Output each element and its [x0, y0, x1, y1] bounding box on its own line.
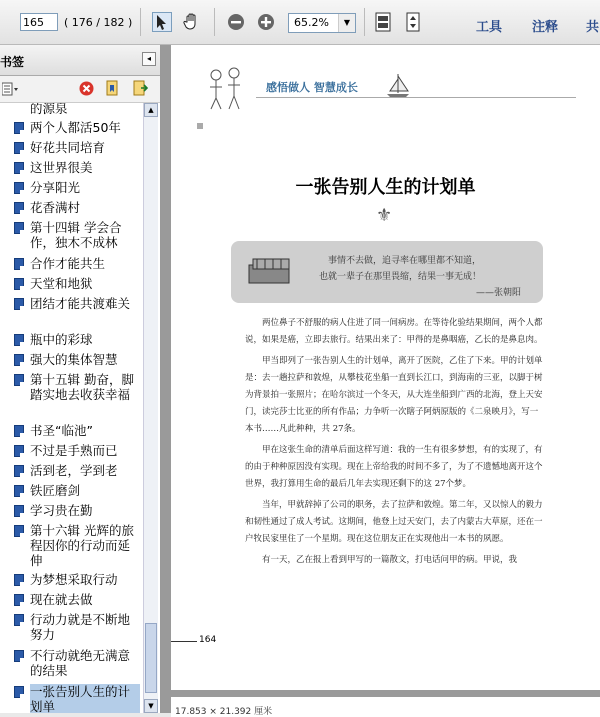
scroll-mode-icon[interactable] [404, 12, 424, 32]
toolbar-separator [364, 8, 365, 36]
bookmark-label: 一张告别人生的计划单 [30, 684, 140, 713]
bookmark-icon [14, 425, 24, 437]
bookmark-label: 的源泉 [30, 103, 68, 116]
fleur-icon: ⚜ [376, 205, 393, 226]
quote-line-2: 也就一辈子在那里畏缩，结果一事无成！ [319, 272, 482, 282]
scroll-thumb[interactable] [145, 623, 157, 693]
header-rule [256, 97, 576, 98]
bookmarks-toolbar [0, 76, 160, 103]
bookmark-icon [14, 334, 24, 346]
bookmark-label: 第十五辑 勤奋，脚踏实地去收获幸福 [30, 372, 134, 402]
document-view[interactable] [161, 45, 600, 713]
bookmark-label: 团结才能共渡难关 [30, 296, 131, 311]
bookmark-label: 不行动就绝无满意的结果 [30, 648, 131, 678]
bookmark-label: 好花共同培育 [30, 140, 106, 155]
pdf-page [171, 45, 600, 690]
toolbar-separator [214, 8, 215, 36]
paragraph: 当年，甲就辞掉了公司的职务，去了拉萨和敦煌。第二年，又以惊人的毅力和韧性通过了成人考试。这期间，他登上过天安门，去了内蒙古大草原，还在一户牧民家里住了一个星期。现在这位朋友正在实现他出一本书的夙愿。 [245, 500, 543, 544]
page-count: ( 176 / 182 ) [64, 16, 133, 29]
bookmark-label: 不过是手熟而已 [30, 443, 118, 458]
bookmark-icon [14, 142, 24, 154]
options-menu-icon[interactable] [2, 82, 20, 96]
bookmark-label: 合作才能共生 [30, 256, 106, 271]
bookmark-icon [14, 258, 24, 270]
bookmark-label: 活到老，学到老 [30, 463, 118, 478]
bookmark-icon [14, 222, 24, 234]
bookmark-icon [14, 354, 24, 366]
select-tool-icon[interactable] [152, 12, 172, 32]
bookmark-label: 铁匠磨剑 [30, 483, 81, 498]
bookmark-label: 花香满村 [30, 200, 81, 215]
bookmark-label: 现在就去做 [30, 592, 93, 607]
bookmark-label: 两个人都活50年 [30, 120, 121, 135]
tools-menu[interactable]: 工具 [476, 20, 503, 35]
bookmark-label: 分享阳光 [30, 180, 81, 195]
delete-bookmark-icon[interactable] [79, 81, 94, 96]
page-number: 164 [199, 635, 217, 645]
bookmark-icon [14, 162, 24, 174]
paragraph: 两位鼻子不舒服的病人住进了同一间病房。在等待化验结果期间，两个人都说，如果是癌，立即去旅行。结果出来了：甲得的是鼻咽癌，乙长的是鼻息肉。 [245, 318, 543, 345]
bookmark-label: 这世界很美 [30, 160, 93, 175]
bookmark-icon [14, 278, 24, 290]
bookmark-icon [14, 485, 24, 497]
scroll-up-icon[interactable]: ▲ [144, 103, 158, 117]
bookmark-icon [14, 594, 24, 606]
hand-tool-icon[interactable] [182, 12, 202, 32]
bookmark-icon [14, 686, 24, 698]
quote-author: ——张朝阳 [476, 288, 522, 298]
toolbar-separator [140, 8, 141, 36]
body-text [245, 315, 545, 573]
new-bookmark-icon[interactable] [104, 80, 120, 97]
bookmark-icon [14, 525, 24, 537]
bookmark-icon [14, 182, 24, 194]
books-illustration [245, 251, 295, 291]
bookmark-label: 第十四辑 学会合作，独木不成林 [30, 220, 122, 250]
bookmark-icon [14, 445, 24, 457]
bookmark-icon [14, 374, 24, 386]
bookmark-icon [14, 574, 24, 586]
bookmark-icon [14, 614, 24, 626]
bookmark-scrollbar[interactable] [143, 103, 158, 713]
fit-page-icon[interactable] [374, 12, 394, 32]
bookmarks-title: 书签 [0, 55, 25, 69]
quote-box [231, 241, 543, 303]
bookmark-label: 天堂和地狱 [30, 276, 93, 291]
bookmark-label: 瓶中的彩球 [30, 332, 93, 347]
zoom-in-icon[interactable] [256, 12, 276, 32]
bookmark-icon [14, 122, 24, 134]
bookmarks-header [0, 45, 160, 76]
bookmark-icon [14, 505, 24, 517]
chevron-down-icon[interactable]: ▼ [338, 14, 355, 32]
zoom-out-icon[interactable] [226, 12, 246, 32]
zoom-value: 65.2% [294, 16, 329, 29]
bookmark-label: 行动力就是不断地努力 [30, 612, 131, 642]
page-header: 感悟做人 智慧成长 [266, 81, 358, 94]
main-toolbar [0, 0, 600, 45]
bookmark-label: 第十六辑 光辉的旅程因你的行动而延伸 [30, 523, 134, 568]
scroll-down-icon[interactable]: ▼ [144, 699, 158, 713]
page-number-rule [171, 641, 197, 642]
expand-bookmark-icon[interactable] [132, 80, 148, 97]
paragraph: 甲在这张生命的清单后面这样写道：我的一生有很多梦想，有的实现了，有的由于种种原因没有实现。现在上帝给我的时间不多了，为了不遗憾地离开这个世界，我打算用生命的最后几年去实现还剩下的这 27个梦。 [245, 445, 543, 489]
paragraph: 有一天，乙在报上看到甲写的一篇散文，打电话问甲的病。甲说，我 [262, 555, 518, 565]
page-size-status: 17.853 × 21.392 厘米 [175, 707, 273, 717]
collapse-panel-icon[interactable]: ◂ [142, 52, 156, 66]
share-menu[interactable]: 共 [586, 20, 600, 35]
quote-line-1: 事情不去做，追寻率在哪里都不知道， [328, 256, 482, 266]
zoom-select[interactable] [288, 13, 356, 33]
comment-menu[interactable]: 注释 [532, 20, 559, 35]
header-illustration [196, 63, 261, 113]
margin-marker [197, 123, 203, 129]
paragraph: 甲当即列了一张告别人生的计划单，离开了医院，乙住了下来。甲的计划单是：去一趟拉萨和敦煌，从攀枝花坐船一直到长江口，到海南的三亚，以脚于树为背景拍一张照片；在哈尔滨过一个冬天，从大连坐船到广西的北海，登上天安门，读完莎士比亚的所有作品；力争听一次瞎子阿炳原版的《二泉映月》，写一本书……凡此种种，共 27条。 [245, 356, 543, 434]
bookmark-icon [14, 465, 24, 477]
bookmark-label: 学习贵在勤 [30, 503, 93, 518]
bookmark-icon [14, 202, 24, 214]
bookmark-label: 书圣“临池” [30, 423, 93, 438]
bookmark-icon [14, 650, 24, 662]
chapter-title: 一张告别人生的计划单 [295, 177, 476, 198]
bookmark-label: 强大的集体智慧 [30, 352, 118, 367]
bookmarks-panel [0, 45, 161, 713]
bookmark-label: 为梦想采取行动 [30, 572, 118, 587]
bookmark-list [0, 103, 142, 713]
bookmark-icon [14, 298, 24, 310]
page-number-input[interactable]: 165 [20, 13, 58, 31]
